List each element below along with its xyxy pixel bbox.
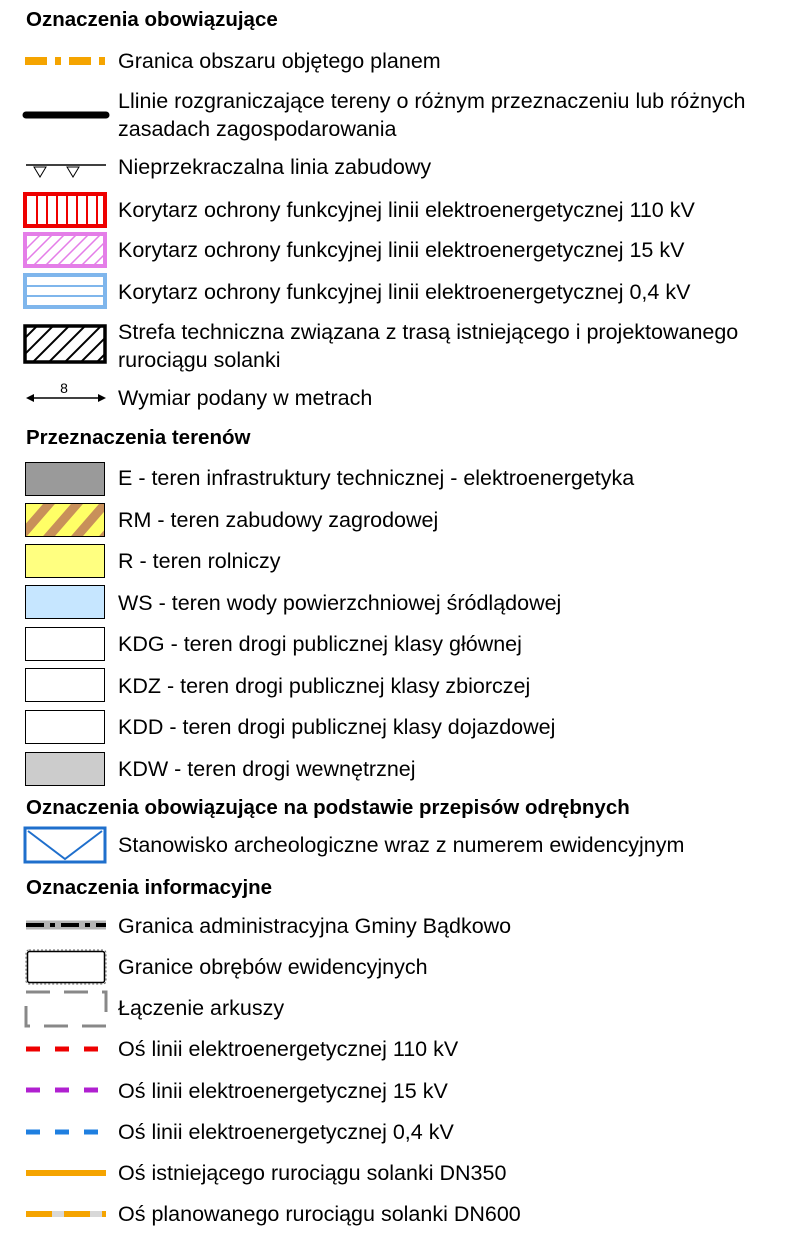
legend-label-ws: WS - teren wody powierzchniowej śródlądowej	[118, 591, 562, 615]
legend-label-e: E - teren infrastruktury technicznej - elektroenergetyka	[118, 466, 635, 490]
land-use-swatch-e	[25, 462, 105, 496]
land-use-swatch-rm	[25, 503, 105, 537]
legend-label-corridor-15kv: Korytarz ochrony funkcyjnej linii elektroenergetycznej 15 kV	[118, 238, 685, 262]
legend-label-precinct-boundary: Granice obrębów ewidencyjnych	[118, 955, 428, 979]
legend-label-plan-boundary: Granica obszaru objętego planem	[118, 49, 441, 73]
legend-label-axis-04kv: Oś linii elektroenergetycznej 0,4 kV	[118, 1120, 454, 1144]
dimension-symbol	[24, 382, 108, 406]
land-use-swatch-kdg	[25, 627, 105, 661]
corridor-110kv-symbol	[23, 192, 107, 228]
demarcation-line-symbol	[22, 108, 110, 122]
brine-pipeline-zone-symbol	[23, 324, 107, 364]
sheet-join-symbol	[23, 988, 109, 1030]
legend-label-sheet-join: Łączenie arkuszy	[118, 996, 285, 1020]
axis-110kv-symbol	[24, 1043, 108, 1055]
legend-label-dimension: Wymiar podany w metrach	[118, 386, 373, 410]
legend-label-brine-pipeline-planned: Oś planowanego rurociągu solanki DN600	[118, 1202, 521, 1226]
brine-pipeline-planned-symbol	[24, 1208, 108, 1220]
legend-label-axis-110kv: Oś linii elektroenergetycznej 110 kV	[118, 1037, 459, 1061]
land-use-swatch-kdz	[25, 668, 105, 702]
municipality-boundary-symbol	[24, 918, 108, 932]
legend-label-rm: RM - teren zabudowy zagrodowej	[118, 508, 439, 532]
axis-15kv-symbol	[24, 1084, 108, 1096]
heading-binding: Oznaczenia obowiązujące	[26, 8, 278, 31]
legend-label-axis-15kv: Oś linii elektroenergetycznej 15 kV	[118, 1079, 448, 1103]
heading-other-regulations: Oznaczenia obowiązujące na podstawie przepisów odrębnych	[26, 796, 630, 819]
legend-label-r: R - teren rolniczy	[118, 549, 281, 573]
legend-label-kdw: KDW - teren drogi wewnętrznej	[118, 757, 416, 781]
legend-label-demarcation-line: Llinie rozgraniczające tereny o różnym przeznaczeniu lub różnych zasadach zagospodarowania	[118, 89, 746, 141]
heading-land-use: Przeznaczenia terenów	[26, 426, 251, 449]
building-line-symbol	[24, 160, 108, 182]
legend-label-archaeological-site: Stanowisko archeologiczne wraz z numerem ewidencyjnym	[118, 833, 685, 857]
heading-informative: Oznaczenia informacyjne	[26, 876, 273, 899]
land-use-swatch-kdw	[25, 752, 105, 786]
legend-label-kdd: KDD - teren drogi publicznej klasy dojazdowej	[118, 715, 556, 739]
land-use-swatch-r	[25, 544, 105, 578]
axis-04kv-symbol	[24, 1126, 108, 1138]
dimension-value: 8	[60, 382, 68, 396]
legend-label-corridor-04kv: Korytarz ochrony funkcyjnej linii elektroenergetycznej 0,4 kV	[118, 280, 691, 304]
legend-label-brine-pipeline-existing: Oś istniejącego rurociągu solanki DN350	[118, 1161, 507, 1185]
legend-label-building-line: Nieprzekraczalna linia zabudowy	[118, 155, 432, 179]
legend-label-municipality-boundary: Granica administracyjna Gminy Bądkowo	[118, 914, 512, 938]
land-use-swatch-kdd	[25, 710, 105, 744]
legend-label-kdz: KDZ - teren drogi publicznej klasy zbiorczej	[118, 674, 531, 698]
legend-label-brine-pipeline-zone: Strefa techniczna związana z trasą istniejącego i projektowanego rurociągu solanki	[118, 320, 739, 372]
plan-boundary-symbol	[24, 54, 108, 68]
archaeological-site-symbol	[23, 826, 107, 864]
brine-pipeline-existing-symbol	[24, 1167, 108, 1179]
legend-label-corridor-110kv: Korytarz ochrony funkcyjnej linii elektroenergetycznej 110 kV	[118, 198, 695, 222]
corridor-15kv-symbol	[23, 232, 107, 268]
precinct-boundary-symbol	[23, 947, 109, 987]
legend-label-kdg: KDG - teren drogi publicznej klasy głównej	[118, 632, 522, 656]
land-use-swatch-ws	[25, 585, 105, 619]
corridor-04kv-symbol	[23, 273, 107, 309]
